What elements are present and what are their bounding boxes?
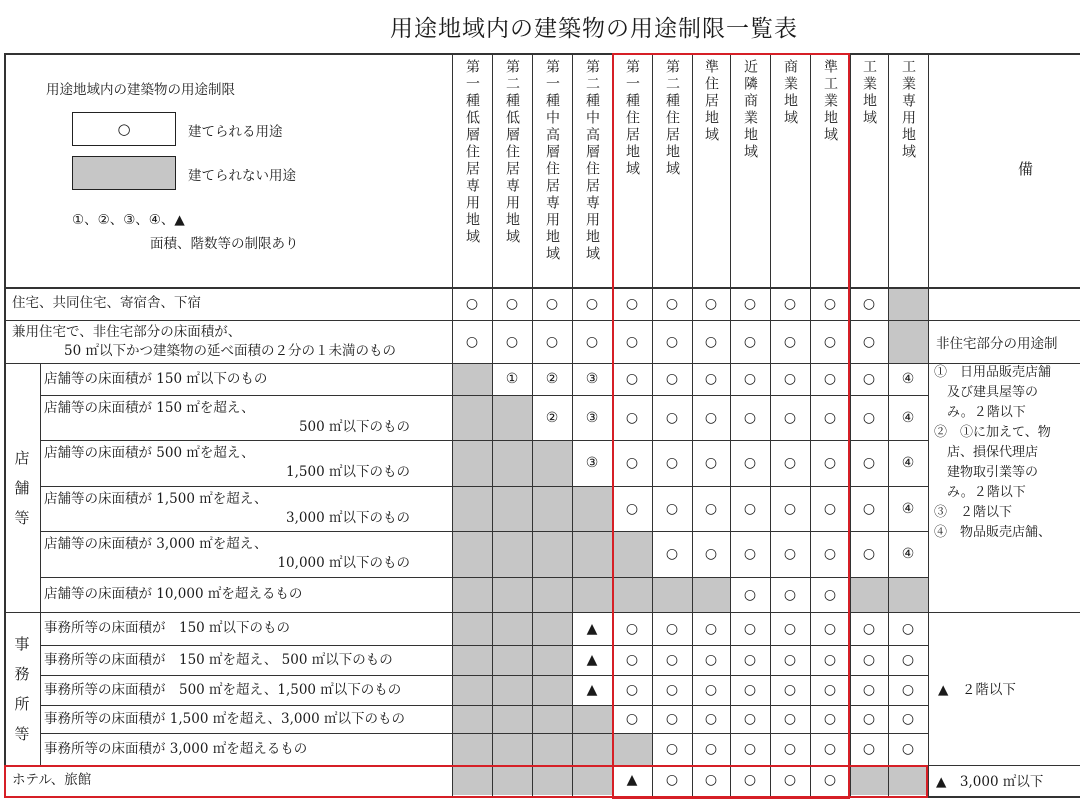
zone-cell: ○ [823, 586, 837, 603]
zone-cell: ○ [704, 409, 718, 426]
row-label-line: 店舗等の床面積が 150 ㎡を超え、 [44, 399, 255, 416]
legend-limited-text: 面積、階数等の制限あり [150, 236, 299, 252]
zone-cell: ○ [862, 371, 876, 387]
forbidden-cell [452, 675, 492, 705]
zone-cell: ○ [625, 371, 639, 387]
zone-cell: ○ [862, 500, 876, 517]
zone-cell: ○ [783, 371, 797, 387]
grid-line [40, 733, 928, 734]
forbidden-cell [452, 733, 492, 765]
zone-cell: ○ [625, 333, 639, 350]
forbidden-cell [452, 440, 492, 486]
zone-cell: ④ [901, 546, 915, 562]
forbidden-cell [612, 577, 652, 612]
forbidden-cell [492, 612, 532, 645]
zone-cell: ○ [783, 409, 797, 426]
zone-cell: ○ [505, 295, 519, 312]
row-label-line: 店舗等の床面積が 1,500 ㎡を超え、 [44, 490, 268, 507]
grid-line [928, 765, 1080, 766]
zone-cell: ○ [704, 546, 718, 562]
zone-cell: ④ [901, 455, 915, 471]
zone-cell: ○ [823, 652, 837, 668]
zone-header: 第一種低層住居専用地域 [464, 59, 480, 246]
grid-line [492, 53, 493, 796]
row-label [44, 645, 446, 675]
store-remarks [934, 363, 1080, 543]
zone-cell: ○ [743, 741, 757, 757]
grid-line [40, 645, 928, 646]
row-remark: ▲ 3,000 ㎡以下 [936, 774, 1044, 790]
zone-cell: ○ [665, 455, 679, 471]
zone-cell: ○ [743, 295, 757, 312]
forbidden-cell [652, 577, 692, 612]
forbidden-cell [532, 486, 572, 531]
remarks-header: 備 [1018, 160, 1034, 178]
forbidden-cell [888, 320, 928, 363]
forbidden-cell [850, 577, 888, 612]
zone-cell: ○ [862, 741, 876, 757]
row-label [12, 287, 446, 320]
group-label [4, 363, 40, 612]
zone-cell: ○ [783, 586, 797, 603]
zone-header: 近隣商業地域 [742, 59, 758, 161]
legend-allowed-swatch: ○ [72, 112, 176, 146]
zone-cell: ▲ [586, 682, 598, 698]
forbidden-cell [572, 531, 612, 577]
zone-cell: ④ [901, 500, 915, 517]
store-remark-line: ③ ２階以下 [934, 505, 1013, 520]
zone-cell: ○ [783, 295, 797, 312]
zone-cell: ② [545, 409, 559, 426]
row-label-line: 事務所等の床面積が 1,500 ㎡を超え、3,000 ㎡以下のもの [44, 710, 405, 727]
row-label-line: 事務所等の床面積が 500 ㎡を超え、1,500 ㎡以下のもの [44, 681, 402, 698]
zone-cell: ○ [743, 711, 757, 727]
grid-line [810, 53, 811, 796]
zone-cell: ○ [862, 711, 876, 727]
forbidden-cell [452, 577, 492, 612]
row-label [44, 440, 446, 486]
row-label-line: 3,000 ㎡以下のもの [286, 509, 410, 526]
forbidden-cell [532, 733, 572, 765]
zone-cell: ○ [625, 455, 639, 471]
zone-cell: ○ [704, 682, 718, 698]
row-label-line: ホテル、旅館 [12, 771, 92, 788]
zone-cell: ○ [743, 586, 757, 603]
zone-cell: ○ [704, 652, 718, 668]
zone-cell: ○ [783, 546, 797, 562]
zone-cell: ○ [743, 500, 757, 517]
zone-cell: ○ [665, 682, 679, 698]
store-remark-line: み。２階以下 [934, 485, 1026, 500]
group-char: 店 [14, 448, 30, 467]
zone-cell: ○ [665, 711, 679, 727]
group-char: 所 [14, 694, 30, 713]
zone-cell: ○ [665, 295, 679, 312]
zone-cell: ○ [625, 295, 639, 312]
forbidden-cell [532, 645, 572, 675]
forbidden-cell [492, 395, 532, 440]
zone-cell: ○ [665, 333, 679, 350]
forbidden-cell [492, 733, 532, 765]
forbidden-cell [492, 440, 532, 486]
grid-line [40, 577, 928, 578]
forbidden-cell [850, 765, 888, 795]
forbidden-cell [532, 705, 572, 733]
zone-header: 第一種住居地域 [624, 59, 640, 178]
zone-cell: ○ [783, 620, 797, 637]
grid-line [40, 675, 928, 676]
store-remark-line: 及び建具屋等の [934, 385, 1039, 400]
zone-cell: ○ [783, 682, 797, 698]
row-label-line: 50 ㎡以下かつ建築物の延べ面積の２分の１未満のもの [64, 342, 396, 359]
store-remark-line: 建物取引業等の [934, 465, 1039, 480]
grid-line [532, 53, 533, 796]
group-char: 事 [14, 634, 30, 653]
row-label-line: 店舗等の床面積が 500 ㎡を超え、 [44, 445, 255, 461]
zone-header: 第二種住居地域 [664, 59, 680, 178]
zone-cell: ○ [783, 711, 797, 727]
grid-line [4, 53, 1080, 55]
grid-line [4, 287, 1080, 289]
row-label-line: 500 ㎡以下のもの [298, 418, 410, 435]
grid-line [4, 765, 1080, 766]
zone-cell: ○ [823, 409, 837, 426]
zone-cell: ○ [625, 682, 639, 698]
forbidden-cell [452, 645, 492, 675]
grid-line [4, 363, 1080, 364]
zone-header: 第二種中高層住居専用地域 [584, 59, 600, 263]
zone-cell: ④ [901, 409, 915, 426]
forbidden-cell [492, 675, 532, 705]
zone-cell: ○ [743, 682, 757, 698]
group-char: 舗 [14, 478, 30, 497]
row-label [44, 675, 446, 705]
forbidden-cell [452, 705, 492, 733]
zone-cell: ○ [625, 652, 639, 668]
row-label [44, 733, 446, 765]
forbidden-cell [492, 705, 532, 733]
legend-forbidden-swatch [72, 156, 176, 190]
zone-cell: ○ [625, 409, 639, 426]
zone-cell: ○ [465, 295, 479, 312]
forbidden-cell [572, 486, 612, 531]
forbidden-cell [452, 363, 492, 395]
zone-cell: ○ [625, 500, 639, 517]
row-label [44, 577, 446, 612]
row-label-line: 事務所等の床面積が 150 ㎡を超え、 500 ㎡以下のもの [44, 651, 393, 668]
office-remark: ▲ ２階以下 [938, 682, 1016, 698]
zone-header: 第二種低層住居専用地域 [504, 59, 520, 246]
zone-cell: ○ [862, 652, 876, 668]
grid-line [692, 53, 693, 796]
zone-cell: ○ [704, 333, 718, 350]
store-remark-line: ① 日用品販売店舗 [934, 365, 1052, 380]
forbidden-cell [492, 531, 532, 577]
zone-cell: ○ [783, 741, 797, 757]
grid-line [40, 705, 928, 706]
forbidden-cell [572, 733, 612, 765]
zone-cell: ○ [704, 500, 718, 517]
legend-allowed-text: 建てられる用途 [188, 124, 283, 140]
zone-cell: ○ [901, 741, 915, 757]
zone-cell: ○ [665, 546, 679, 562]
row-label-line: 店舗等の床面積が 10,000 ㎡を超えるもの [44, 586, 303, 602]
forbidden-cell [452, 765, 492, 795]
row-label [44, 395, 446, 440]
forbidden-cell [452, 531, 492, 577]
grid-line [730, 53, 731, 796]
row-label [12, 320, 446, 363]
zone-cell: ○ [625, 620, 639, 637]
row-label [44, 612, 446, 645]
zone-cell: ○ [823, 682, 837, 698]
forbidden-cell [492, 486, 532, 531]
zone-cell: ○ [665, 741, 679, 757]
zone-cell: ○ [665, 371, 679, 387]
zone-cell: ○ [545, 295, 559, 312]
forbidden-cell [572, 765, 612, 795]
zone-cell: ○ [862, 620, 876, 637]
forbidden-cell [492, 645, 532, 675]
forbidden-cell [888, 287, 928, 320]
zone-cell: ○ [743, 455, 757, 471]
zone-header: 工業地域 [861, 59, 877, 127]
row-label-line: 住宅、共同住宅、寄宿舎、下宿 [12, 295, 201, 311]
zone-cell: ○ [783, 455, 797, 471]
zone-cell: ○ [743, 652, 757, 668]
zone-cell: ○ [585, 333, 599, 350]
forbidden-cell [572, 577, 612, 612]
zone-header: 商業地域 [782, 59, 798, 127]
zone-cell: ○ [862, 409, 876, 426]
group-label [4, 612, 40, 765]
row-label-line: 10,000 ㎡以下のもの [277, 555, 410, 571]
zone-cell: ○ [823, 455, 837, 471]
zone-cell: ○ [823, 500, 837, 517]
group-char: 等 [14, 508, 30, 527]
zone-cell: ○ [625, 711, 639, 727]
zone-cell: ④ [901, 371, 915, 387]
zone-header: 工業専用地域 [900, 59, 916, 161]
zone-cell: ③ [585, 409, 599, 426]
row-label [12, 765, 446, 795]
forbidden-cell [492, 765, 532, 795]
zone-cell: ○ [665, 409, 679, 426]
store-remark-line: 店、損保代理店 [934, 445, 1039, 460]
legend-heading: 用途地域内の建築物の用途制限 [46, 82, 235, 98]
zone-cell: ○ [665, 620, 679, 637]
zone-cell: ○ [862, 682, 876, 698]
forbidden-cell [492, 577, 532, 612]
zone-cell: ○ [743, 546, 757, 562]
grid-line [40, 395, 928, 396]
zone-cell: ③ [585, 371, 599, 387]
legend-limited-symbols: ①、②、③、④、▲ [72, 212, 185, 228]
row-label [44, 363, 446, 395]
zone-cell: ○ [743, 409, 757, 426]
forbidden-cell [532, 612, 572, 645]
zone-cell: ○ [704, 741, 718, 757]
forbidden-cell [452, 486, 492, 531]
zone-cell: ○ [704, 455, 718, 471]
zone-cell: ○ [823, 371, 837, 387]
zone-cell: ○ [823, 295, 837, 312]
forbidden-cell [532, 440, 572, 486]
zone-cell: ○ [823, 772, 837, 788]
zone-cell: ② [545, 371, 559, 387]
row-label-line: 兼用住宅で、非住宅部分の床面積が、 [12, 323, 242, 340]
row-label [44, 486, 446, 531]
zone-cell: ○ [901, 682, 915, 698]
row-label-line: 1,500 ㎡以下のもの [286, 464, 410, 480]
zone-cell: ③ [585, 455, 599, 471]
row-label [44, 705, 446, 733]
zone-cell: ▲ [626, 772, 638, 788]
zone-cell: ○ [823, 741, 837, 757]
store-remark-line: み。２階以下 [934, 405, 1026, 420]
zone-cell: ○ [505, 333, 519, 350]
grid-line [888, 53, 889, 796]
zone-cell: ○ [465, 333, 479, 350]
forbidden-cell [452, 612, 492, 645]
zone-cell: ○ [585, 295, 599, 312]
zone-cell: ○ [901, 652, 915, 668]
zone-cell: ○ [783, 500, 797, 517]
zone-cell: ○ [862, 333, 876, 350]
store-remark-line: ② ①に加えて、物 [934, 425, 1051, 440]
group-char: 等 [14, 724, 30, 743]
row-label-line: 店舗等の床面積が 150 ㎡以下のもの [44, 370, 268, 387]
zone-cell: ○ [862, 455, 876, 471]
zone-cell: ○ [823, 711, 837, 727]
zone-cell: ○ [743, 772, 757, 788]
grid-line [40, 486, 928, 487]
row-label-line: 事務所等の床面積が 3,000 ㎡を超えるもの [44, 740, 308, 757]
zone-header: 第一種中高層住居専用地域 [544, 59, 560, 263]
forbidden-cell [888, 577, 928, 612]
zone-cell: ○ [823, 333, 837, 350]
zone-cell: ○ [665, 500, 679, 517]
grid-line [40, 440, 928, 441]
row-label [44, 531, 446, 577]
grid-line [40, 363, 41, 765]
group-char: 務 [14, 664, 30, 683]
zone-cell: ○ [783, 772, 797, 788]
grid-line [928, 363, 1080, 364]
zone-cell: ▲ [586, 620, 598, 637]
grid-line [4, 320, 1080, 321]
zone-cell: ① [505, 371, 519, 387]
grid-line [40, 531, 928, 532]
row-remark: 非住宅部分の用途制 [936, 335, 1058, 352]
forbidden-cell [612, 531, 652, 577]
zone-cell: ○ [704, 772, 718, 788]
zone-cell: ○ [823, 620, 837, 637]
zone-cell: ○ [901, 711, 915, 727]
forbidden-cell [692, 577, 730, 612]
page-title: 用途地域内の建築物の用途制限一覧表 [390, 16, 798, 42]
grid-line [928, 612, 1080, 613]
forbidden-cell [532, 531, 572, 577]
zone-cell: ○ [704, 371, 718, 387]
zone-cell: ○ [862, 546, 876, 562]
zone-cell: ○ [862, 295, 876, 312]
grid-line [4, 53, 6, 796]
forbidden-cell [888, 765, 928, 795]
zone-header: 準住居地域 [703, 59, 719, 144]
zone-cell: ○ [704, 620, 718, 637]
zone-cell: ▲ [586, 652, 598, 668]
grid-line [652, 53, 653, 796]
forbidden-cell [572, 705, 612, 733]
zone-cell: ○ [823, 546, 837, 562]
row-label-line: 店舗等の床面積が 3,000 ㎡を超え、 [44, 536, 268, 552]
forbidden-cell [612, 733, 652, 765]
zone-cell: ○ [783, 333, 797, 350]
legend-forbidden-text: 建てられない用途 [188, 168, 296, 184]
forbidden-cell [532, 675, 572, 705]
row-label-line: 事務所等の床面積が 150 ㎡以下のもの [44, 620, 291, 636]
store-remark-line: ④ 物品販売店舗、 [934, 525, 1052, 540]
zone-cell: ○ [704, 295, 718, 312]
zone-cell: ○ [783, 652, 797, 668]
zone-cell: ○ [665, 772, 679, 788]
grid-line [4, 796, 1080, 798]
zone-cell: ○ [704, 711, 718, 727]
forbidden-cell [532, 577, 572, 612]
forbidden-cell [532, 765, 572, 795]
zone-cell: ○ [743, 371, 757, 387]
zone-cell: ○ [743, 620, 757, 637]
zone-cell: ○ [545, 333, 559, 350]
grid-line [572, 53, 573, 796]
zone-header: 準工業地域 [822, 59, 838, 144]
grid-line [928, 53, 929, 796]
forbidden-cell [452, 395, 492, 440]
grid-line [4, 612, 1080, 613]
zone-cell: ○ [901, 620, 915, 637]
grid-line [850, 53, 851, 796]
grid-line [770, 53, 771, 796]
grid-line [612, 53, 613, 796]
zone-cell: ○ [743, 333, 757, 350]
zone-cell: ○ [665, 652, 679, 668]
grid-line [452, 53, 453, 796]
